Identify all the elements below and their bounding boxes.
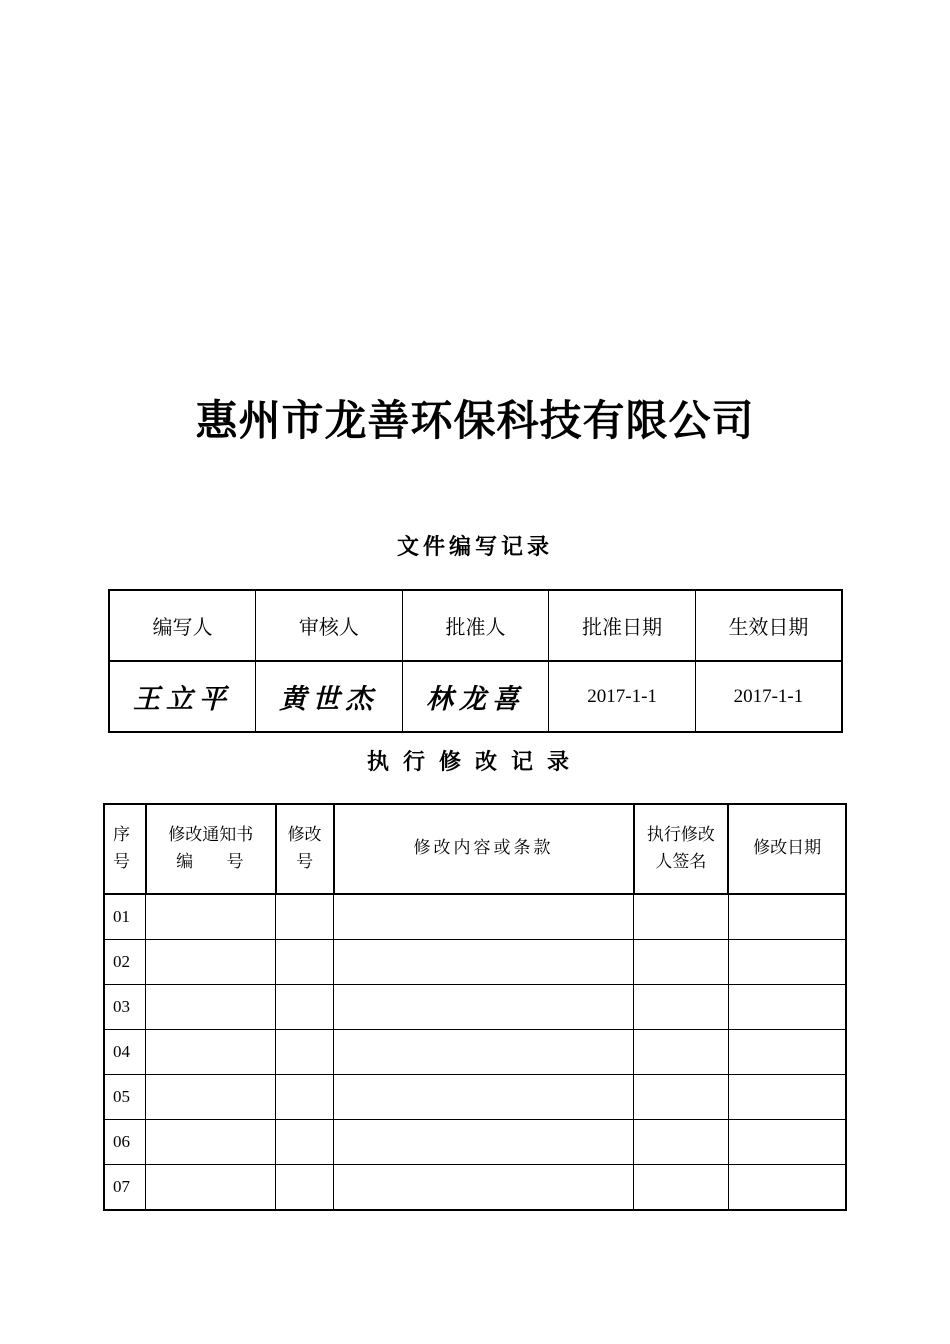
row-date-cell[interactable] xyxy=(728,1165,846,1211)
row-seq: 05 xyxy=(104,1075,146,1120)
row-content-cell[interactable] xyxy=(334,1120,634,1165)
row-content-cell[interactable] xyxy=(334,940,634,985)
header-effective-date: 生效日期 xyxy=(695,590,842,661)
document-record-table xyxy=(108,589,843,733)
revision-record-table xyxy=(103,803,847,1211)
row-rev-cell[interactable] xyxy=(276,985,334,1030)
effective-date: 2017-1-1 xyxy=(695,661,842,732)
row-signer-cell[interactable] xyxy=(634,1075,729,1120)
header-approver: 批准人 xyxy=(402,590,549,661)
approval-date: 2017-1-1 xyxy=(549,661,696,732)
header-reviewer: 审核人 xyxy=(256,590,403,661)
row-seq: 02 xyxy=(104,940,146,985)
row-seq: 04 xyxy=(104,1030,146,1075)
row-rev-cell[interactable] xyxy=(276,1165,334,1211)
row-seq: 03 xyxy=(104,985,146,1030)
row-notice-cell[interactable] xyxy=(146,940,276,985)
revision-header-row xyxy=(104,804,846,894)
header-revision-date: 修改日期 xyxy=(728,804,846,894)
row-notice-cell[interactable] xyxy=(146,1120,276,1165)
table-row xyxy=(104,1120,846,1165)
header-rev-line2: 号 xyxy=(296,852,314,872)
header-approval-date: 批准日期 xyxy=(549,590,696,661)
row-date-cell[interactable] xyxy=(728,985,846,1030)
row-content-cell[interactable] xyxy=(334,985,634,1030)
row-rev-cell[interactable] xyxy=(276,1120,334,1165)
row-signer-cell[interactable] xyxy=(634,940,729,985)
header-signer xyxy=(634,804,729,894)
author-signature: 王立平 xyxy=(109,661,256,732)
header-seq-line2: 号 xyxy=(113,852,130,872)
row-seq: 01 xyxy=(104,894,146,940)
table-row xyxy=(104,940,846,985)
row-date-cell[interactable] xyxy=(728,940,846,985)
header-notice-line1: 修改通知书 xyxy=(168,824,254,845)
record-value-row xyxy=(109,661,842,732)
row-signer-cell[interactable] xyxy=(634,985,729,1030)
row-signer-cell[interactable] xyxy=(634,1030,729,1075)
row-date-cell[interactable] xyxy=(728,1120,846,1165)
row-rev-cell[interactable] xyxy=(276,894,334,940)
row-content-cell[interactable] xyxy=(334,1075,634,1120)
row-content-cell[interactable] xyxy=(334,894,634,940)
row-notice-cell[interactable] xyxy=(146,1165,276,1211)
row-content-cell[interactable] xyxy=(334,1165,634,1211)
row-content-cell[interactable] xyxy=(334,1030,634,1075)
header-content: 修改内容或条款 xyxy=(334,804,634,894)
reviewer-signature: 黄世杰 xyxy=(256,661,403,732)
table-row xyxy=(104,894,846,940)
row-seq: 06 xyxy=(104,1120,146,1165)
table-row xyxy=(104,1075,846,1120)
header-author: 编写人 xyxy=(109,590,256,661)
row-date-cell[interactable] xyxy=(728,1030,846,1075)
revision-section-title: 执行修改记录 xyxy=(366,750,583,775)
row-signer-cell[interactable] xyxy=(634,1165,729,1211)
header-notice-number xyxy=(146,804,276,894)
company-title: 惠州市龙善环保科技有限公司 xyxy=(195,396,755,445)
row-rev-cell[interactable] xyxy=(276,1075,334,1120)
row-notice-cell[interactable] xyxy=(146,985,276,1030)
row-signer-cell[interactable] xyxy=(634,894,729,940)
row-seq: 07 xyxy=(104,1165,146,1211)
row-notice-cell[interactable] xyxy=(146,1030,276,1075)
row-notice-cell[interactable] xyxy=(146,894,276,940)
row-signer-cell[interactable] xyxy=(634,1120,729,1165)
row-rev-cell[interactable] xyxy=(276,940,334,985)
row-date-cell[interactable] xyxy=(728,894,846,940)
table-row xyxy=(104,985,846,1030)
header-revision-number xyxy=(276,804,334,894)
header-signer-line2: 人签名 xyxy=(655,852,707,872)
table-row xyxy=(104,1165,846,1211)
record-header-row xyxy=(109,590,842,661)
header-seq xyxy=(104,804,146,894)
header-seq-line1: 序 xyxy=(113,824,130,845)
header-signer-line1: 执行修改 xyxy=(646,824,715,845)
record-section-title: 文件编写记录 xyxy=(396,535,553,560)
header-rev-line1: 修改 xyxy=(287,824,322,845)
row-date-cell[interactable] xyxy=(728,1075,846,1120)
row-notice-cell[interactable] xyxy=(146,1075,276,1120)
header-notice-line2: 编 号 xyxy=(176,852,258,872)
table-row xyxy=(104,1030,846,1075)
row-rev-cell[interactable] xyxy=(276,1030,334,1075)
approver-signature: 林龙喜 xyxy=(402,661,549,732)
